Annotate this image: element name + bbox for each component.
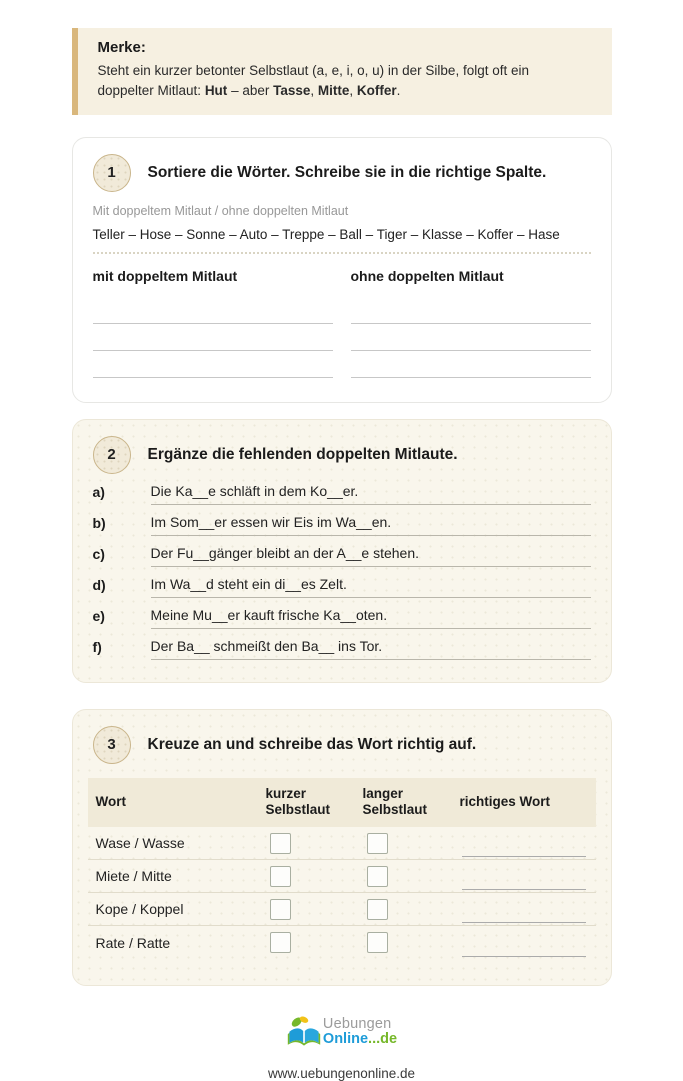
table-row — [88, 827, 596, 860]
task3-number-badge: 3 — [93, 726, 131, 764]
table-row — [88, 926, 596, 959]
answer-line[interactable] — [93, 324, 333, 351]
merke-body-text — [98, 61, 586, 102]
header-richtiges-wort: richtiges Wort — [459, 793, 551, 809]
dotted-separator — [93, 252, 591, 254]
checkbox-langer-selbstlaut[interactable] — [367, 932, 388, 953]
merke-note-box — [72, 28, 612, 115]
column-without-double-consonant — [351, 268, 591, 378]
merke-segment-bold: Tasse — [273, 83, 311, 99]
task2-number-badge: 2 — [93, 436, 131, 474]
answer-line[interactable] — [351, 351, 591, 378]
logo-text — [323, 1014, 397, 1047]
merke-heading: Merke: — [97, 39, 146, 56]
item-label: b) — [92, 514, 106, 531]
answer-line[interactable] — [351, 297, 591, 324]
worksheet-page — [72, 28, 612, 1081]
merke-segment: , — [310, 83, 318, 99]
fill-in-item — [93, 607, 591, 629]
answer-line[interactable] — [93, 351, 333, 378]
answer-line[interactable] — [462, 856, 586, 857]
task3-header — [93, 726, 596, 764]
fill-in-sentence[interactable]: Meine Mu__er kauft frische Ka__oten. — [151, 607, 591, 629]
table-header-row — [88, 778, 596, 828]
task1-hint: Mit doppeltem Mitlaut / ohne doppelten Mitlaut — [92, 203, 349, 218]
fill-in-item — [93, 483, 591, 505]
column-with-double-consonant — [93, 268, 333, 378]
answer-line[interactable] — [462, 889, 586, 890]
table-row — [88, 893, 596, 926]
task2-title: Ergänze die fehlenden doppelten Mitlaute. — [147, 445, 458, 463]
answer-line[interactable] — [351, 324, 591, 351]
checkbox-langer-selbstlaut[interactable] — [367, 833, 388, 854]
task1-title: Sortiere die Wörter. Schreibe sie in die richtige Spalte. — [147, 163, 547, 181]
fill-in-item — [93, 576, 591, 598]
merke-segment: Steht ein kurzer betonter Selbstlaut (a, e, i, o, u) in der Silbe, folgt oft ein doppelter Mitlaut: — [97, 63, 529, 99]
checkbox-kurzer-selbstlaut[interactable] — [270, 932, 291, 953]
merke-segment-bold: Koffer — [356, 83, 397, 99]
fill-in-item — [93, 638, 591, 660]
item-label: c) — [92, 545, 105, 562]
merke-segment: – aber — [227, 83, 274, 99]
table-row — [88, 860, 596, 893]
word-pair: Rate / Ratte — [95, 934, 171, 951]
task1-columns — [93, 268, 591, 378]
header-wort: Wort — [95, 793, 126, 809]
logo-word-online-de: Online...de — [322, 1031, 398, 1048]
item-label: e) — [92, 607, 105, 624]
checkbox-langer-selbstlaut[interactable] — [367, 866, 388, 887]
task1-number-badge: 1 — [93, 154, 131, 192]
task2-items — [93, 483, 591, 660]
fill-in-sentence[interactable]: Die Ka__e schläft in dem Ko__er. — [151, 483, 591, 505]
checkbox-kurzer-selbstlaut[interactable] — [270, 899, 291, 920]
fill-in-sentence[interactable]: Im Som__er essen wir Eis im Wa__en. — [151, 514, 591, 536]
fill-in-sentence[interactable]: Der Fu__gänger bleibt an der A__e stehen. — [151, 545, 591, 567]
footer — [72, 1014, 612, 1081]
item-label: a) — [92, 483, 105, 500]
merke-segment-bold: Mitte — [317, 83, 350, 99]
task1-word-list: Teller – Hose – Sonne – Auto – Treppe – Ball – Tiger – Klasse – Koffer – Hase — [92, 226, 560, 242]
task1-card — [72, 137, 612, 403]
site-url: www.uebungenonline.de — [267, 1066, 416, 1081]
checkbox-langer-selbstlaut[interactable] — [367, 899, 388, 920]
task2-header — [93, 436, 591, 474]
fill-in-item — [93, 514, 591, 536]
fill-in-item — [93, 545, 591, 567]
fill-in-sentence[interactable]: Im Wa__d steht ein di__es Zelt. — [151, 576, 591, 598]
merke-segment-bold: Hut — [204, 83, 228, 99]
task3-title: Kreuze an und schreibe das Wort richtig auf. — [147, 735, 477, 753]
merke-segment: , — [349, 83, 357, 99]
task3-table — [88, 778, 596, 960]
answer-line[interactable] — [93, 297, 333, 324]
merke-segment: . — [396, 83, 401, 99]
word-pair: Kope / Koppel — [95, 901, 184, 918]
task1-header — [93, 154, 591, 192]
header-kurzer-selbstlaut: kurzer Selbstlaut — [265, 785, 331, 818]
column1-title: mit doppeltem Mitlaut — [92, 267, 238, 284]
word-pair: Wase / Wasse — [95, 835, 185, 852]
task2-card — [72, 419, 612, 683]
open-book-icon — [286, 1014, 322, 1053]
checkbox-kurzer-selbstlaut[interactable] — [270, 866, 291, 887]
fill-in-sentence[interactable]: Der Ba__ schmeißt den Ba__ ins Tor. — [151, 638, 591, 660]
item-label: d) — [92, 576, 106, 593]
task3-card — [72, 709, 612, 987]
answer-line[interactable] — [462, 956, 586, 957]
header-langer-selbstlaut: langer Selbstlaut — [362, 785, 428, 818]
word-pair: Miete / Mitte — [95, 868, 172, 885]
answer-line[interactable] — [462, 922, 586, 923]
column2-title: ohne doppelten Mitlaut — [350, 267, 504, 284]
logo-word-uebungen: Uebungen — [322, 1016, 392, 1033]
item-label: f) — [92, 638, 102, 655]
uebungenonline-logo — [286, 1014, 397, 1053]
checkbox-kurzer-selbstlaut[interactable] — [270, 833, 291, 854]
